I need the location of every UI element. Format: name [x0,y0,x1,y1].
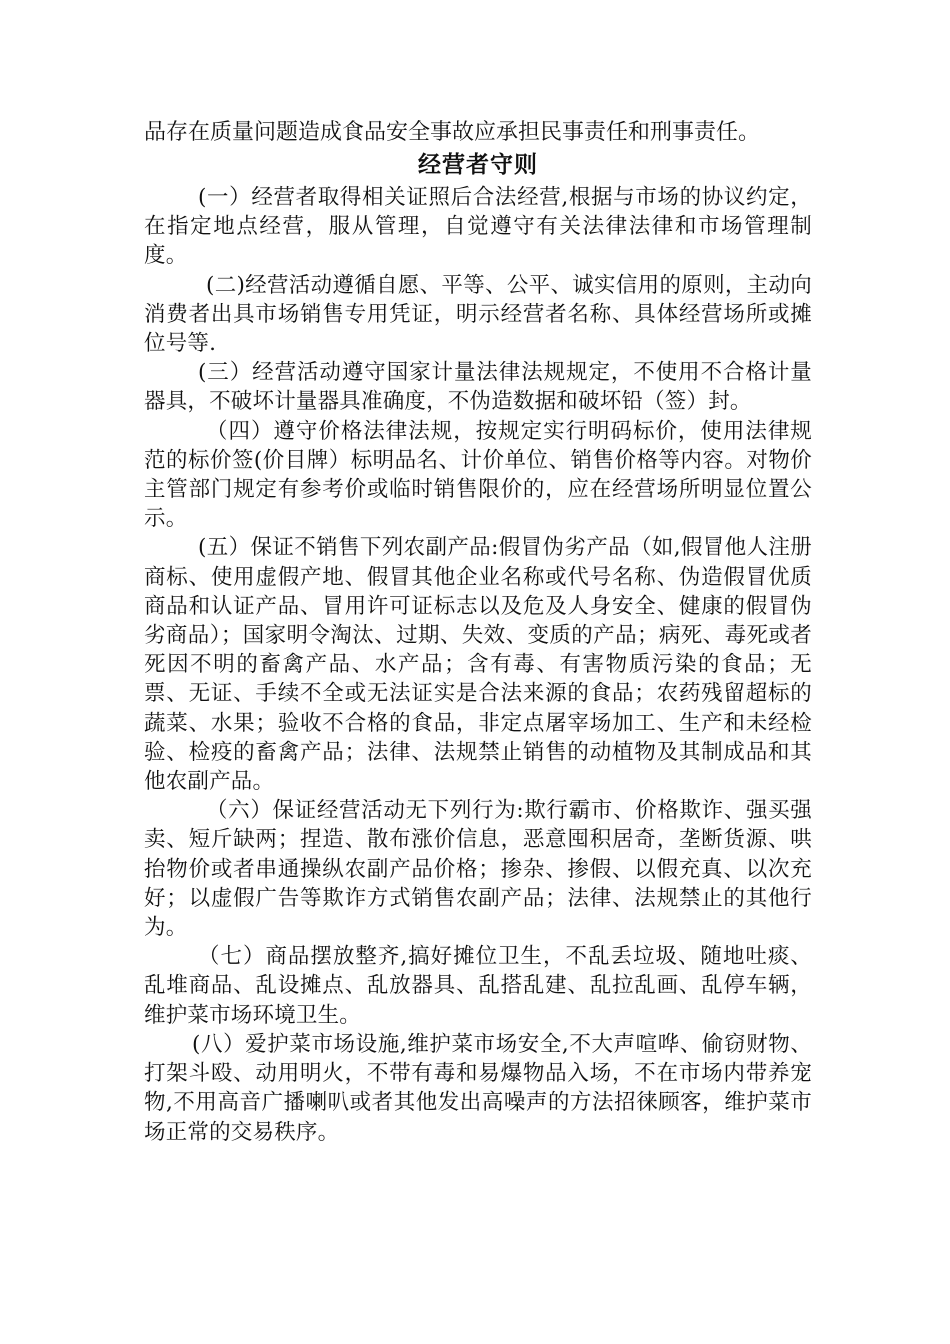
paragraph-1: (一）经营者取得相关证照后合法经营,根据与市场的协议约定，在指定地点经营，服从管理，自觉遵守有关法律法律和市场管理制度。 [144,185,812,269]
paragraph-3: (三）经营活动遵守国家计量法律法规规定，不使用不合格计量器具，不破坏计量器具准确度，不伪造数据和破坏铅（签）封。 [144,360,812,415]
lead-line: 品存在质量问题造成食品安全事故应承担民事责任和刑事责任。 [144,120,761,145]
document-page [144,117,812,1147]
paragraph-7: （七）商品摆放整齐,搞好摊位卫生，不乱丢垃圾、随地吐痰、乱堆商品、乱设摊点、乱放器具、乱搭乱建、乱拉乱画、乱停车辆，维护菜市场环境卫生。 [144,944,812,1028]
paragraph-8: (八）爱护菜市场设施,维护菜市场安全,不大声喧哗、偷窃财物、打架斗殴、动用明火，不带有毒和易爆物品入场，不在市场内带养宠物,不用高音广播喇叭或者其他发出高噪声的方法招徕顾客，维护菜市场正常的交易秩序。 [144,1031,812,1145]
paragraph-6: （六）保证经营活动无下列行为:欺行霸市、价格欺诈、强买强卖、短斤缺两；捏造、散布涨价信息，恶意囤积居奇，垄断货源、哄抬物价或者串通操纵农副产品价格；掺杂、掺假、以假充真、以次充好；以虚假广告等欺诈方式销售农副产品；法律、法规禁止的其他行为。 [144,798,812,941]
paragraph-4: （四）遵守价格法律法规，按规定实行明码标价，使用法律规范的标价签(价目牌）标明品名、计价单位、销售价格等内容。对物价主管部门规定有参考价或临时销售限价的，应在经营场所明显位置公示。 [144,418,812,532]
paragraph-5: (五）保证不销售下列农副产品:假冒伪劣产品（如,假冒他人注册商标、使用虚假产地、假冒其他企业名称或代号名称、伪造假冒优质商品和认证产品、冒用许可证标志以及危及人身安全、健康的假冒伪劣商品）；国家明令淘汰、过期、失效、变质的产品；病死、毒死或者死因不明的畜禽产品、水产品；含有毒、有害物质污染的食品；无票、无证、手续不全或无法证实是合法来源的食品；农药残留超标的蔬菜、水果；验收不合格的食品，非定点屠宰场加工、生产和未经检验、检疫的畜禽产品；法律、法规禁止销售的动植物及其制成品和其他农副产品。 [144,535,812,795]
page-title: 经营者守则 [418,152,538,178]
paragraph-2: (二)经营活动遵循自愿、平等、公平、诚实信用的原则，主动向消费者出具市场销售专用凭证，明示经营者名称、具体经营场所或摊位号等. [144,272,812,357]
